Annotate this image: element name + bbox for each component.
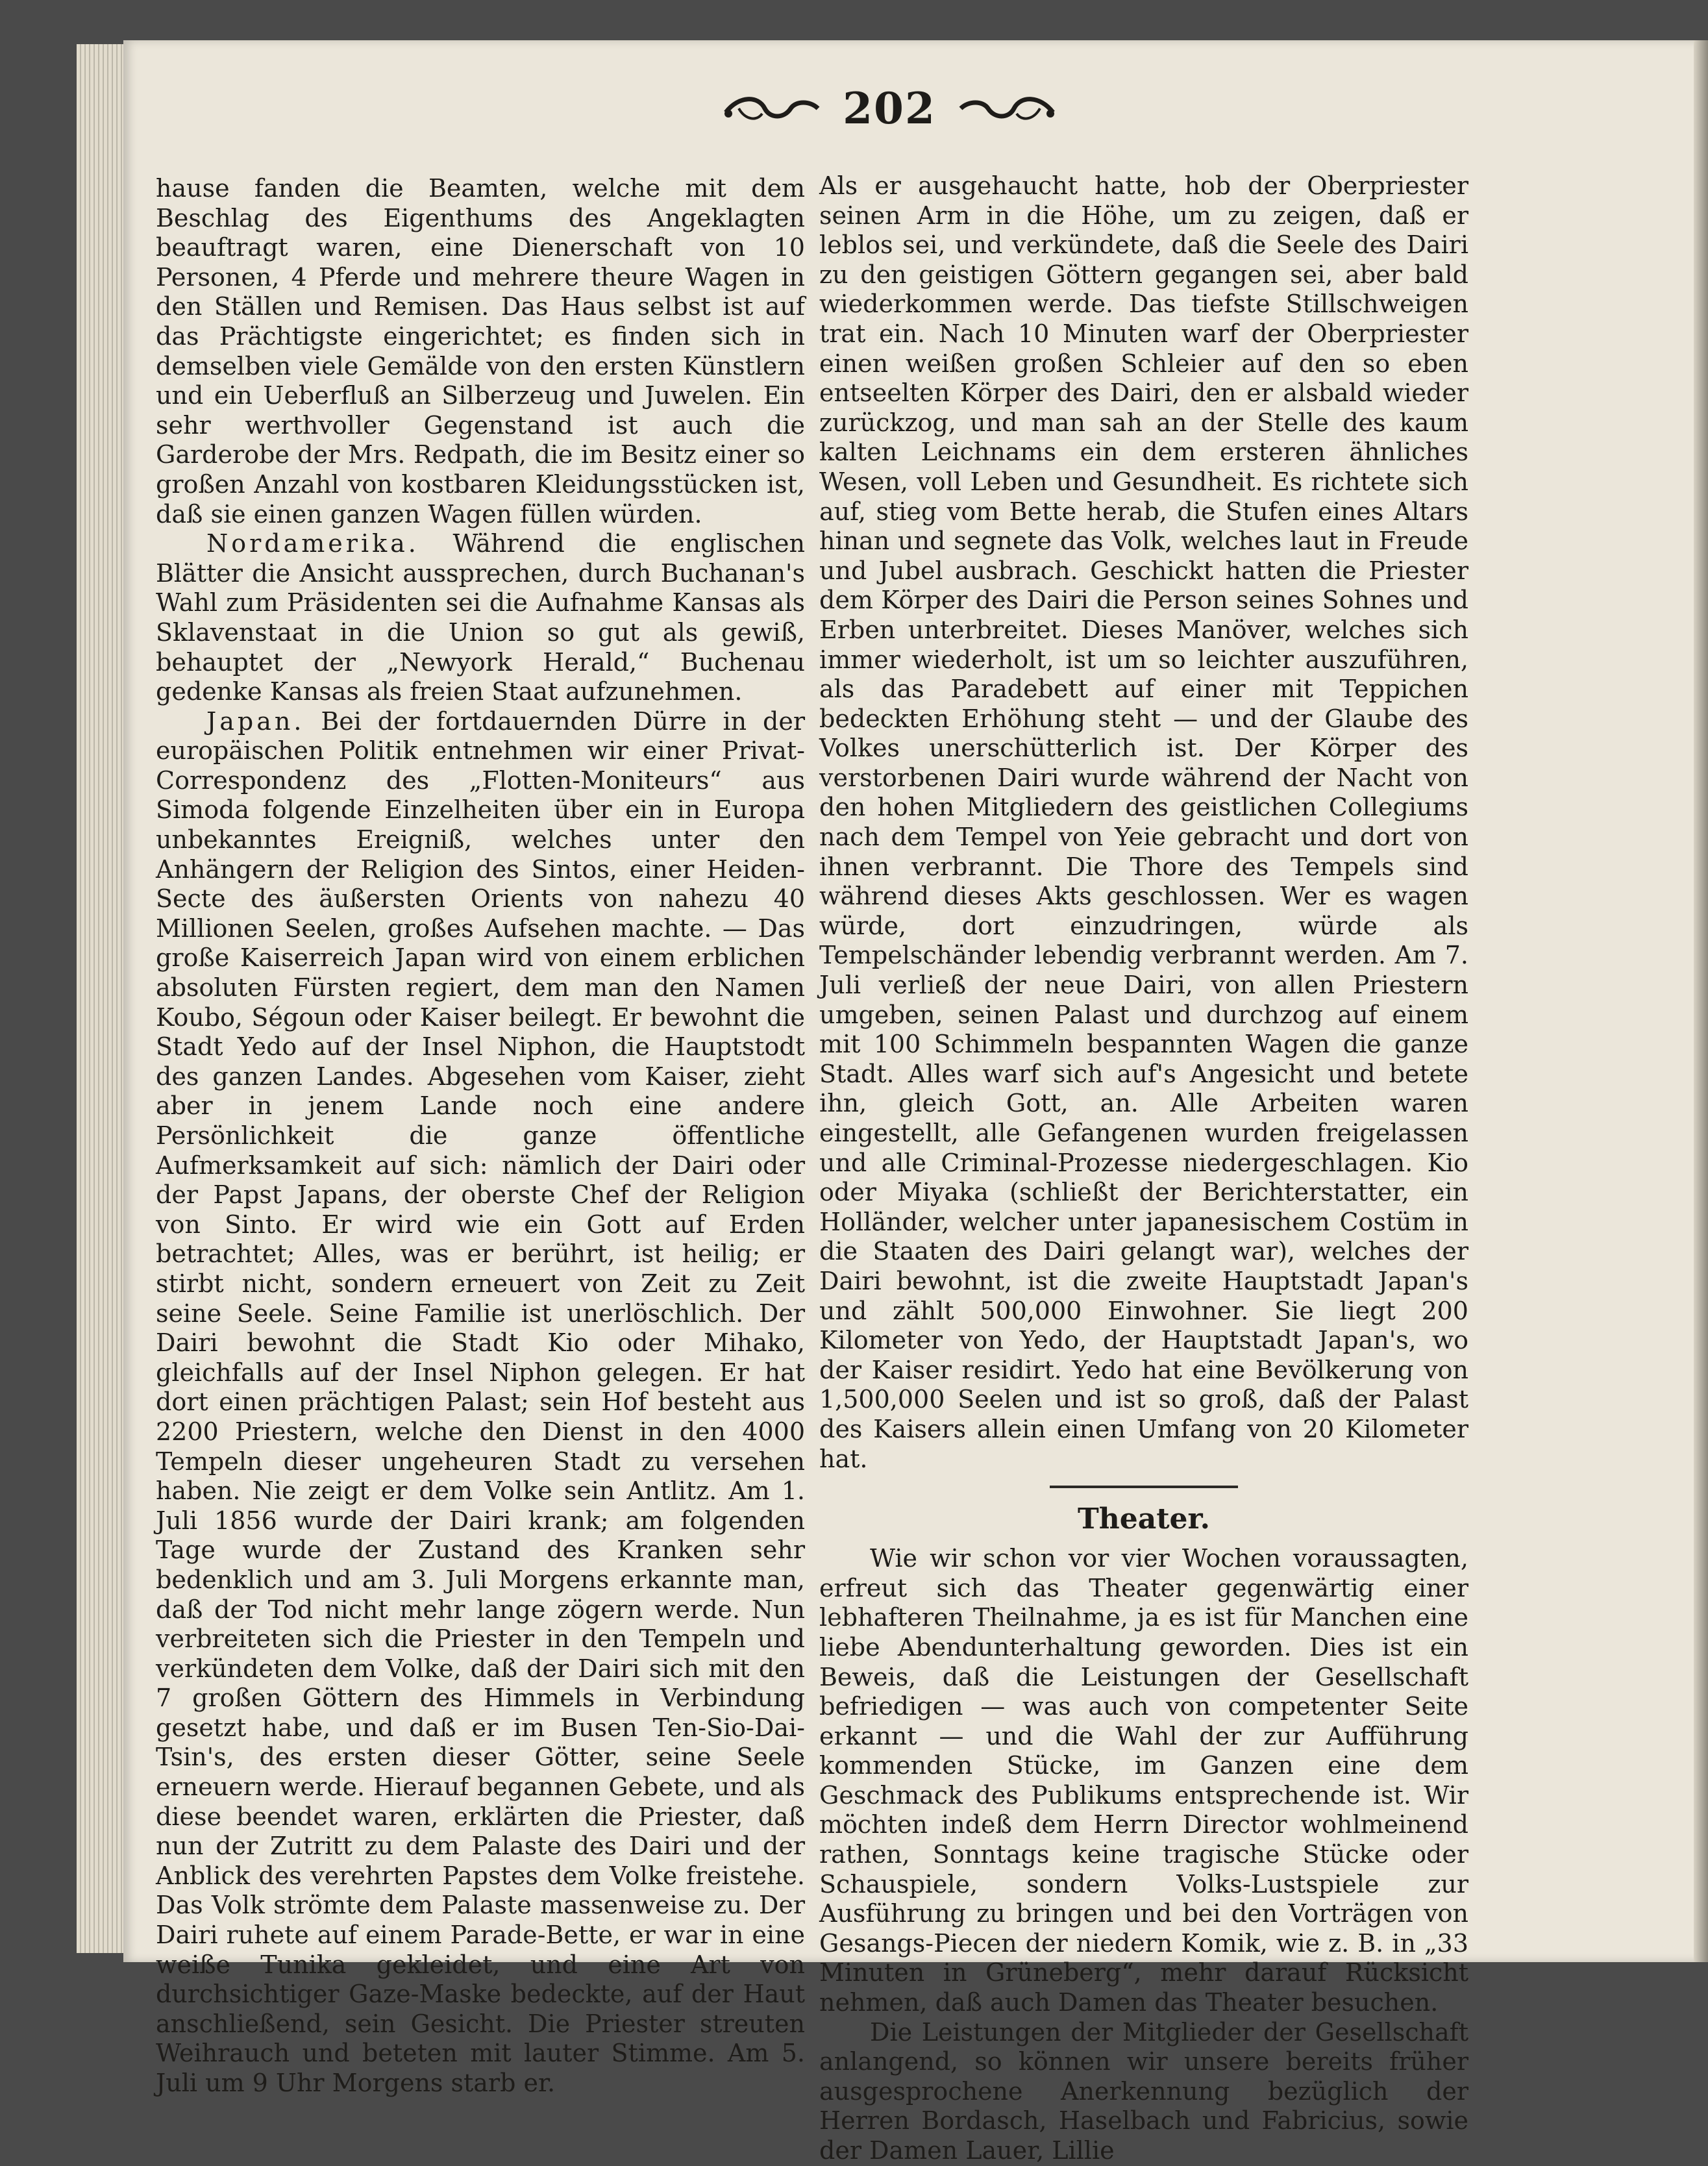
section-title-theater: Theater. [1077,1502,1210,1536]
paragraph-nordamerika [156,529,805,707]
paragraph-japan [156,707,805,2098]
flourish-ornament-left-icon [719,89,823,128]
page-stack-edges [77,44,129,1953]
section-divider [1050,1486,1238,1488]
page-number: 202 [843,83,936,134]
section-lead-nordamerika: Nordamerika. [206,529,419,558]
paragraph-theater-1: Wie wir schon vor vier Wochen voraussagten, erfreut sich das Theater gegenwärtig einer lebhafteren Theilnahme, ja es ist für Manchen eine liebe Abendunterhaltung geworden. Dies ist ein Beweis, daß die Leistungen der Gesellschaft befriedigen — was auch von competenter Seite erkannt — und die Wahl der zur Aufführung kommenden Stücke, im Ganzen eine dem Geschmack des Publikums entsprechende ist. Wir möchten indeß dem Herrn Director wohlmeinend rathen, Sonntags keine tragische Stücke oder Schauspiele, sondern Volks-Lustspiele zur Ausführung zu bringen und bei den Vorträgen von Gesangs-Piecen der niedern Komik, wie z. B. in „33 Minuten in Grüneberg“, mehr darauf Rücksicht nehmen, daß auch Damen das Theater besuchen. [819,1544,1468,2017]
paragraph-theater-2: Die Leistungen der Mitglieder der Gesellschaft anlangend, so können wir unsere bereits früher ausgesprochene Anerkennung bezüglich der Herren Bordasch, Haselbach und Fabricius, sowie der Damen Lauer, Lillie [819,2017,1468,2165]
right-column [819,171,1468,2166]
paragraph-redpath: hause fanden die Beamten, welche mit dem Beschlag des Eigenthums des Angeklagten beauftragt waren, eine Dienerschaft von 10 Personen, 4 Pferde und mehrere theure Wagen in den Ställen und Remisen. Das Haus selbst ist auf das Prächtigste eingerichtet; es finden sich in demselben viele Gemälde von den ersten Künstlern und ein Ueberfluß an Silberzeug und Juwelen. Ein sehr werthvoller Gegenstand ist auch die Garderobe der Mrs. Redpath, die im Besitz einer so großen Anzahl von kostbaren Kleidungsstücken ist, daß sie einen ganzen Wagen füllen würden. [156,174,805,529]
page-header [662,73,1117,144]
section-lead-japan: Japan. [206,706,305,736]
paragraph-nordamerika-text: Während die englischen Blätter die Ansicht aussprechen, durch Buchanan's Wahl zum Präsidenten sei die Aufnahme Kansas als Sklavenstaat in die Union so gut als gewiß, behauptet der „Newyork Herald,“ Buchenau gedenke Kansas als freien Staat aufzunehmen. [156,529,805,706]
paragraph-japan-text: Bei der fortdauernden Dürre in der europäischen Politik entnehmen wir einer Privat-Correspondenz des „Flotten-Moniteurs“ aus Simoda folgende Einzelheiten über ein in Europa unbekanntes Ereigniß, welches unter den Anhängern der Religion des Sintos, einer Heiden-Secte des äußersten Orients von nahezu 40 Millionen Seelen, großes Aufsehen machte. — Das große Kaiserreich Japan wird von einem erblichen absoluten Fürsten regiert, dem man den Namen Koubo, Ségoun oder Kaiser beilegt. Er bewohnt die Stadt Yedo auf der Insel Niphon, die Hauptstodt des ganzen Landes. Abgesehen vom Kaiser, zieht aber in jenem Lande noch eine andere Persönlichkeit die ganze öffentliche Aufmerksamkeit auf sich: nämlich der Dairi oder der Papst Japans, der oberste Chef der Religion von Sinto. Er wird wie ein Gott auf Erden betrachtet; Alles, was er berührt, ist heilig; er stirbt nicht, sondern erneuert von Zeit zu Zeit seine Seele. Seine Familie ist unerlöschlich. Der Dairi bewohnt die Stadt Kio oder Mihako, gleichfalls auf der Insel Niphon gelegen. Er hat dort einen prächtigen Palast; sein Hof besteht aus 2200 Priestern, welche den Dienst in den 4000 Tempeln dieser ungeheuren Stadt zu versehen haben. Nie zeigt er dem Volke sein Antlitz. Am 1. Juli 1856 wurde der Dairi krank; am folgenden Tage wurde der Zustand des Kranken sehr bedenklich und am 3. Juli Morgens erkannte man, daß der Tod nicht mehr lange zögern werde. Nun verbreiteten sich die Priester in den Tempeln und verkündeten dem Volke, daß der Dairi sich mit den 7 großen Göttern des Himmels in Verbindung gesetzt habe, und daß er im Busen Ten-Sio-Dai-Tsin's, des ersten dieser Götter, seine Seele erneuern werde. Hierauf begannen Gebete, und als diese beendet waren, erklärten die Priester, daß nun der Zutritt zu dem Palaste des Dairi und der Anblick des verehrten Papstes dem Volke freistehe. Das Volk strömte dem Palaste massenweise zu. Der Dairi ruhete auf einem Parade-Bette, er war in eine weiße Tunika gekleidet, und eine Art von durchsichtiger Gaze-Maske bedeckte, auf der Haut anschließend, sein Gesicht. Die Priester streuten Weihrauch und beteten mit lauter Stimme. Am 5. Juli um 9 Uhr Morgens starb er. [156,706,805,2097]
left-column [156,174,805,2098]
paragraph-japan-continued: Als er ausgehaucht hatte, hob der Oberpriester seinen Arm in die Höhe, um zu zeigen, daß er leblos sei, und verkündete, daß die Seele des Dairi zu den geistigen Göttern gegangen sei, aber bald wiederkommen werde. Das tiefste Stillschweigen trat ein. Nach 10 Minuten warf der Oberpriester einen weißen großen Schleier auf den so eben entseelten Körper des Dairi, den er alsbald wieder zurückzog, und man sah an der Stelle des kaum kalten Leichnams ein dem ersteren ähnliches Wesen, voll Leben und Gesundheit. Es richtete sich auf, stieg vom Bette herab, die Stufen eines Altars hinan und segnete das Volk, welches laut in Freude und Jubel ausbrach. Geschickt hatten die Priester dem Körper des Dairi die Person seines Sohnes und Erben unterbreitet. Dieses Manöver, welches sich immer wiederholt, ist um so leichter auszuführen, als das Paradebett auf einer mit Teppichen bedeckten Erhöhung steht — und der Glaube des Volkes unerschütterlich ist. Der Körper des verstorbenen Dairi wurde während der Nacht von den hohen Mitgliedern des geistlichen Collegiums nach dem Tempel von Yeie gebracht und dort von ihnen verbrannt. Die Thore des Tempels sind während dieses Akts geschlossen. Wer es wagen würde, dort einzudringen, würde als Tempelschänder lebendig verbrannt werden. Am 7. Juli verließ der neue Dairi, von allen Priestern umgeben, seinen Palast und durchzog auf einem mit 100 Schimmeln bespannten Wagen die ganze Stadt. Alles warf sich auf's Angesicht und betete ihn, gleich Gott, an. Alle Arbeiten waren eingestellt, alle Gefangenen wurden freigelassen und alle Criminal-Prozesse niedergeschlagen. Kio oder Miyaka (schließt der Berichterstatter, ein Holländer, welcher unter japanesischem Costüm in die Staaten des Dairi gelangt war), welches der Dairi bewohnt, ist die zweite Hauptstadt Japan's und zählt 500,000 Einwohner. Sie liegt 200 Kilometer von Yedo, der Hauptstadt Japan's, wo der Kaiser residirt. Yedo hat eine Bevölkerung von 1,500,000 Seelen und ist so groß, daß der Palast des Kaisers allein einen Umfang von 20 Kilometer hat. [819,171,1468,1473]
flourish-ornament-right-icon [956,89,1059,128]
page-gutter-shadow [1694,40,1708,1962]
